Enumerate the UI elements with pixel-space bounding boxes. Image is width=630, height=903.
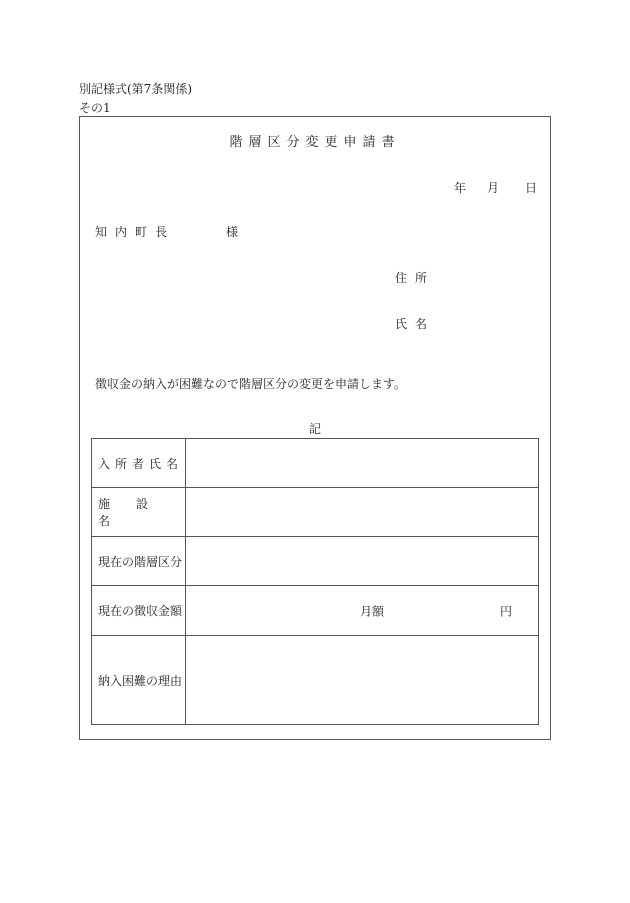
current-tier-field[interactable] [186,537,539,586]
document-title: 階層区分変更申請書 [229,135,401,150]
form-reference: 別記様式(第7条関係) [79,82,192,96]
form-sub-reference: その1 [79,101,111,115]
row-label: 施設名 [98,497,175,528]
info-table [91,438,539,725]
table-row [92,488,539,537]
difficulty-reason-field[interactable] [186,636,539,725]
facility-name-label [92,488,186,537]
applicant-address-label: 住所 [395,271,436,285]
difficulty-reason-label [92,636,186,725]
current-tier-label [92,537,186,586]
table-row [92,439,539,488]
applicant-name-label: 氏名 [395,317,436,331]
table-row [92,537,539,586]
addressee: 知内町長 [95,225,176,239]
row-label: 入所者氏名 [98,456,184,471]
monthly-amount-label: 月額 [360,604,385,618]
ki-heading: 記 [308,422,321,436]
yen-unit-label: 円 [500,604,513,618]
honorific: 様 [226,225,239,239]
table-row [92,636,539,725]
date-year-label: 年 [454,181,467,195]
date-day-label: 日 [525,181,538,195]
date-month-label: 月 [487,181,500,195]
row-label: 現在の徴収金額 [98,604,183,618]
facility-name-field[interactable] [186,488,539,537]
row-label: 現在の階層区分 [98,554,183,569]
current-fee-label [92,586,186,636]
table-row [92,586,539,636]
resident-name-field[interactable] [186,439,539,488]
resident-name-label [92,439,186,488]
current-fee-field[interactable] [186,586,539,636]
row-label: 納入困難の理由 [98,673,183,688]
request-statement: 徴収金の納入が困難なので階層区分の変更を申請します。 [95,377,407,391]
